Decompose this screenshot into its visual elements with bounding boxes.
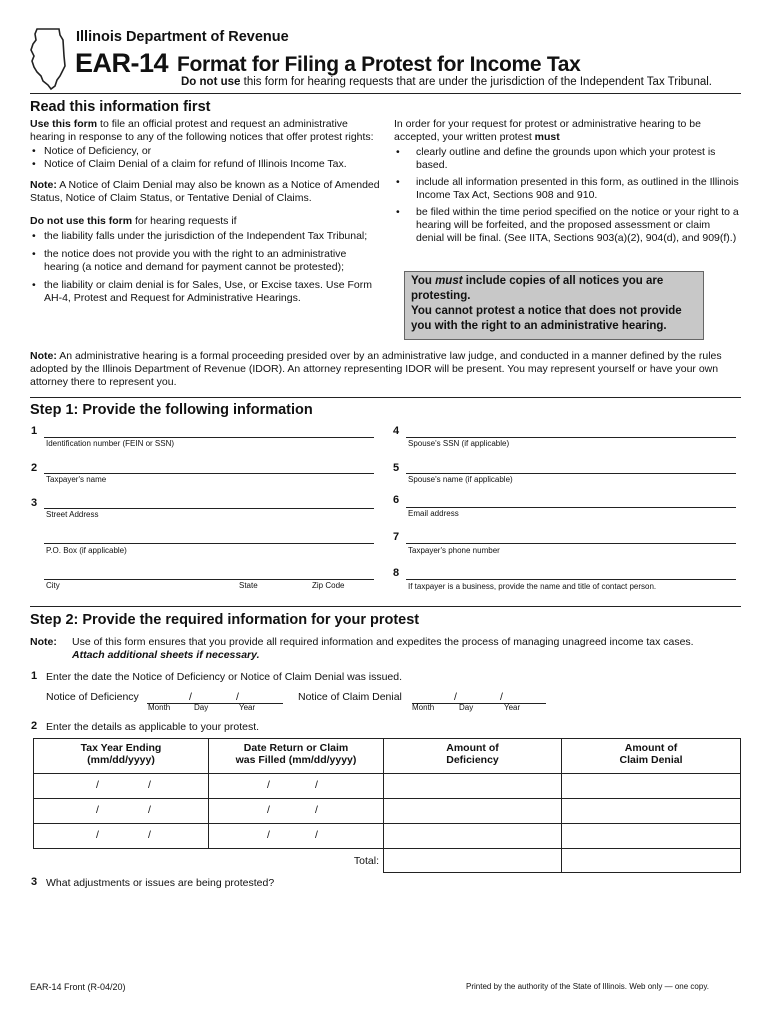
field-number-2: 2	[31, 462, 38, 474]
total-label: Total:	[34, 849, 384, 873]
field-number-4: 4	[393, 425, 400, 437]
table-header-row	[34, 739, 741, 774]
step2-note	[72, 636, 740, 662]
contact-person-input[interactable]	[406, 579, 736, 580]
q2-text: Enter the details as applicable to your protest.	[46, 721, 260, 733]
taxpayer-name-input[interactable]	[44, 473, 374, 474]
q3-text: What adjustments or issues are being protested?	[46, 877, 275, 889]
tax-year-cell[interactable]	[34, 774, 209, 799]
list-item: • the liability or claim denial is for Sales, Use, or Excise taxes. Use Form AH-4, Protest and Request for Administrative Hearings.	[30, 279, 382, 305]
notice-claim-denial-label: Notice of Claim Denial	[298, 691, 402, 703]
requirements-intro	[394, 118, 740, 144]
step2-note-text: Use of this form ensures that you provide all required information and expedites the process of managing unagreed income tax cases.	[72, 636, 694, 648]
zip-caption: Zip Code	[312, 581, 345, 590]
notice-deficiency-label: Notice of Deficiency	[46, 691, 139, 703]
date-slash: /	[500, 691, 503, 703]
year-caption: Year	[504, 703, 521, 712]
total-claim-denial-cell[interactable]	[562, 849, 741, 873]
email-caption: Email address	[408, 509, 459, 518]
form-title: Format for Filing a Protest for Income Tax	[177, 53, 581, 76]
deficiency-amount-cell[interactable]	[384, 774, 562, 799]
divider-step2	[30, 606, 741, 607]
requirements-list	[394, 146, 740, 245]
printed-by-notice: Printed by the authority of the State of Illinois. Web only — one copy.	[466, 982, 709, 991]
important-notice-box	[404, 271, 704, 340]
read-first-heading: Read this information first	[30, 99, 211, 115]
form-revision: EAR-14 Front (R-04/20)	[30, 982, 126, 992]
do-not-text: for hearing requests if	[135, 215, 237, 227]
hearing-note	[30, 350, 742, 389]
column-header-deficiency: Amount of Deficiency	[384, 739, 562, 774]
notice-list	[30, 145, 382, 171]
date-slash: /	[96, 829, 99, 841]
taxpayer-name-caption: Taxpayer's name	[46, 475, 107, 484]
claim-denial-amount-cell[interactable]	[562, 799, 741, 824]
attach-sheets-note: Attach additional sheets if necessary.	[72, 649, 260, 661]
date-slash: /	[148, 829, 151, 841]
day-caption: Day	[459, 703, 474, 712]
date-slash: /	[267, 779, 270, 791]
column-header-date-filed: Date Return or Claim was Filled (mm/dd/yyyy)	[209, 739, 384, 774]
department-name: Illinois Department of Revenue	[76, 29, 289, 45]
step2-heading: Step 2: Provide the required information for your protest	[30, 612, 420, 628]
date-slash: /	[148, 804, 151, 816]
box-pre: You	[411, 275, 432, 287]
divider-step1	[30, 397, 741, 398]
box-must: must	[435, 275, 463, 287]
spouse-name-input[interactable]	[406, 473, 736, 474]
header-note-text: this form for hearing requests that are under the jurisdiction of the Independent Tax Tribunal.	[243, 76, 712, 88]
date-filed-cell[interactable]	[209, 774, 384, 799]
deficiency-amount-cell[interactable]	[384, 824, 562, 849]
form-id: EAR-14	[75, 48, 169, 78]
step1-heading: Step 1: Provide the following information	[30, 402, 313, 418]
protest-details-table	[33, 738, 741, 873]
city-caption: City	[46, 581, 60, 590]
spouse-ssn-caption: Spouse's SSN (if applicable)	[408, 439, 510, 448]
header-note	[181, 76, 712, 88]
hearing-note-text: An administrative hearing is a formal proceeding presided over by an administrative law judge, and conducted in a manner defined by the rules adopted by the Illinois Department of Revenue (IDOR). An attorney representing IDOR will be present. You may represent yourself or have your own attorney there to represent you.	[30, 350, 722, 388]
phone-input[interactable]	[406, 543, 736, 544]
id-number-caption: Identification number (FEIN or SSN)	[46, 439, 175, 448]
field-number-6: 6	[393, 494, 400, 506]
column-header-claim-denial: Amount of Claim Denial	[562, 739, 741, 774]
date-filed-cell[interactable]	[209, 799, 384, 824]
date-slash: /	[189, 691, 192, 703]
city-state-zip-input[interactable]	[44, 579, 374, 580]
tax-year-cell[interactable]	[34, 799, 209, 824]
intro-text: to file an official protest and request an administrative hearing in response to any of the following notices that offer protest rights:	[30, 118, 374, 143]
intro-bold: Use this form	[30, 118, 98, 130]
id-number-input[interactable]	[44, 437, 374, 438]
phone-caption: Taxpayer's phone number	[408, 546, 500, 555]
date-slash: /	[315, 829, 318, 841]
divider-top	[30, 93, 741, 94]
step2-note-label: Note:	[30, 636, 57, 648]
po-box-caption: P.O. Box (if applicable)	[46, 546, 127, 555]
tax-year-cell[interactable]	[34, 824, 209, 849]
read-first-right-column	[394, 118, 740, 245]
q2-number: 2	[31, 720, 38, 732]
claim-denial-amount-cell[interactable]	[562, 774, 741, 799]
month-caption: Month	[412, 703, 435, 712]
list-item: • Notice of Claim Denial of a claim for refund of Illinois Income Tax.	[30, 158, 382, 171]
po-box-input[interactable]	[44, 543, 374, 544]
date-slash: /	[236, 691, 239, 703]
table-row	[34, 774, 741, 799]
intro-paragraph	[30, 118, 382, 144]
spouse-ssn-input[interactable]	[406, 437, 736, 438]
date-slash: /	[454, 691, 457, 703]
date-slash: /	[148, 779, 151, 791]
q1-number: 1	[31, 670, 38, 682]
list-item: • Notice of Deficiency, or	[30, 145, 382, 158]
month-caption: Month	[148, 703, 171, 712]
claim-denial-note	[30, 179, 382, 205]
q3-number: 3	[31, 876, 38, 888]
field-number-8: 8	[393, 567, 400, 579]
date-slash: /	[267, 804, 270, 816]
contact-person-caption: If taxpayer is a business, provide the name and title of contact person.	[408, 582, 657, 591]
date-slash: /	[315, 779, 318, 791]
day-caption: Day	[194, 703, 209, 712]
field-number-3: 3	[31, 497, 38, 509]
table-row	[34, 824, 741, 849]
read-first-left-column	[30, 118, 382, 305]
spouse-name-caption: Spouse's name (if applicable)	[408, 475, 513, 484]
field-number-7: 7	[393, 531, 400, 543]
q1-text: Enter the date the Notice of Deficiency or Notice of Claim Denial was issued.	[46, 671, 403, 683]
date-slash: /	[96, 779, 99, 791]
header-note-bold: Do not use	[181, 76, 241, 88]
list-item: • the notice does not provide you with the right to an administrative hearing (a notice and demand for payment cannot be protested);	[30, 248, 382, 274]
illinois-state-logo-icon	[28, 26, 70, 92]
requirements-must: must	[534, 131, 560, 143]
column-header-tax-year: Tax Year Ending (mm/dd/yyyy)	[34, 739, 209, 774]
requirements-intro-text: In order for your request for protest or administrative hearing to be accepted, your written protest	[394, 118, 701, 143]
total-deficiency-cell[interactable]	[384, 849, 562, 873]
field-number-1: 1	[31, 425, 38, 437]
do-not-list	[30, 230, 382, 305]
state-caption: State	[239, 581, 258, 590]
box-line1: include copies of all notices you are protesting.	[411, 275, 664, 302]
hearing-note-label: Note:	[30, 350, 57, 362]
street-address-caption: Street Address	[46, 510, 99, 519]
table-row	[34, 799, 741, 824]
total-row	[34, 849, 741, 873]
date-filed-cell[interactable]	[209, 824, 384, 849]
note-label: Note:	[30, 179, 57, 191]
deficiency-amount-cell[interactable]	[384, 799, 562, 824]
list-item: • clearly outline and define the grounds upon which your protest is based.	[394, 146, 740, 172]
do-not-bold: Do not use this form	[30, 215, 133, 227]
box-line2: You cannot protest a notice that does not provide you with the right to an administrative hearing.	[411, 305, 682, 332]
date-slash: /	[315, 804, 318, 816]
date-slash: /	[96, 804, 99, 816]
list-item: • include all information presented in this form, as outlined in the Illinois Income Tax Act, Sections 908 and 910.	[394, 176, 740, 202]
email-input[interactable]	[406, 507, 736, 508]
field-number-5: 5	[393, 462, 400, 474]
do-not-use-paragraph	[30, 215, 382, 228]
list-item: • the liability falls under the jurisdiction of the Independent Tax Tribunal;	[30, 230, 382, 243]
note-text: A Notice of Claim Denial may also be known as a Notice of Amended Status, Notice of Claim Status, or Tentative Denial of Claims.	[30, 179, 380, 204]
street-address-input[interactable]	[44, 508, 374, 509]
date-slash: /	[267, 829, 270, 841]
list-item: • be filed within the time period specified on the notice or your right to a hearing will be forfeited, and the proposed assessment or claim denial will be final. (See IITA, Sections 903(a)(2), 904(d), and 909(f).)	[394, 206, 740, 245]
claim-denial-amount-cell[interactable]	[562, 824, 741, 849]
year-caption: Year	[239, 703, 256, 712]
